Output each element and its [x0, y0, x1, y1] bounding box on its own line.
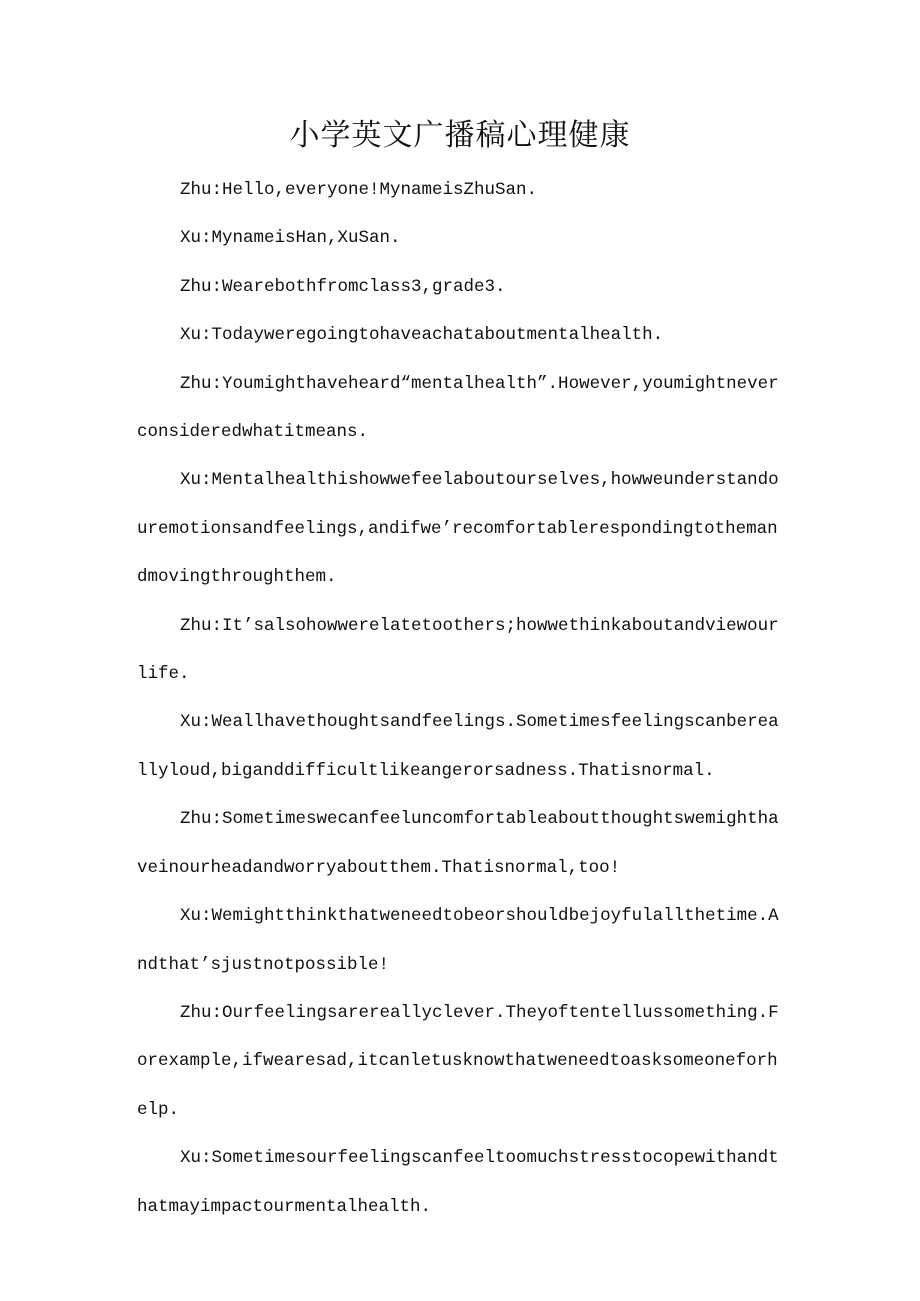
document-body	[137, 166, 787, 1231]
paragraph-1: Zhu:Hello,everyone!MynameisZhuSan.	[180, 180, 538, 200]
paragraph-11: Zhu:Ourfeelingsarereallyclever.Theyoftentellussomething.Forexample,ifwearesad,itcanletusknowthatweneedtoasksomeoneforhelp.	[137, 1002, 779, 1120]
paragraph-10: Xu:Wemightthinkthatweneedtobeorshouldbejoyfulallthetime.Andthat’sjustnotpossible!	[137, 906, 779, 975]
paragraph-9: Zhu:Sometimeswecanfeeluncomfortableaboutthoughtswemighthaveinourheadandworryaboutthem.Thatisnormal,too!	[137, 809, 779, 878]
paragraph-12: Xu:Sometimesourfeelingscanfeeltoomuchstresstocopewithandthatmayimpactourmentalhealth.	[137, 1148, 779, 1217]
paragraph-5: Zhu:Youmighthaveheard“mentalhealth”.However,youmightneverconsideredwhatitmeans.	[137, 373, 779, 443]
paragraph-2: Xu:MynameisHan,XuSan.	[180, 228, 401, 249]
paragraph-6: Xu:Mentalhealthishowwefeelaboutourselves,howweunderstandouremotionsandfeelings,andifwe’recomfortablerespondingtothemandmovingthroughthem.	[137, 470, 779, 588]
paragraph-7: Zhu:It’salsohowwerelatetoothers;howwethinkaboutandviewourlife.	[137, 615, 779, 685]
paragraph-4: Xu:Todayweregoingtohaveachataboutmentalhealth.	[180, 325, 664, 346]
document-title: 小学英文广播稿心理健康	[289, 118, 631, 153]
paragraph-8: Xu:Weallhavethoughtsandfeelings.Sometimesfeelingscanbereallyloud,biganddifficultlikeangerorsadness.Thatisnormal.	[137, 712, 779, 781]
paragraph-3: Zhu:Wearebothfromclass3,grade3.	[180, 276, 506, 297]
